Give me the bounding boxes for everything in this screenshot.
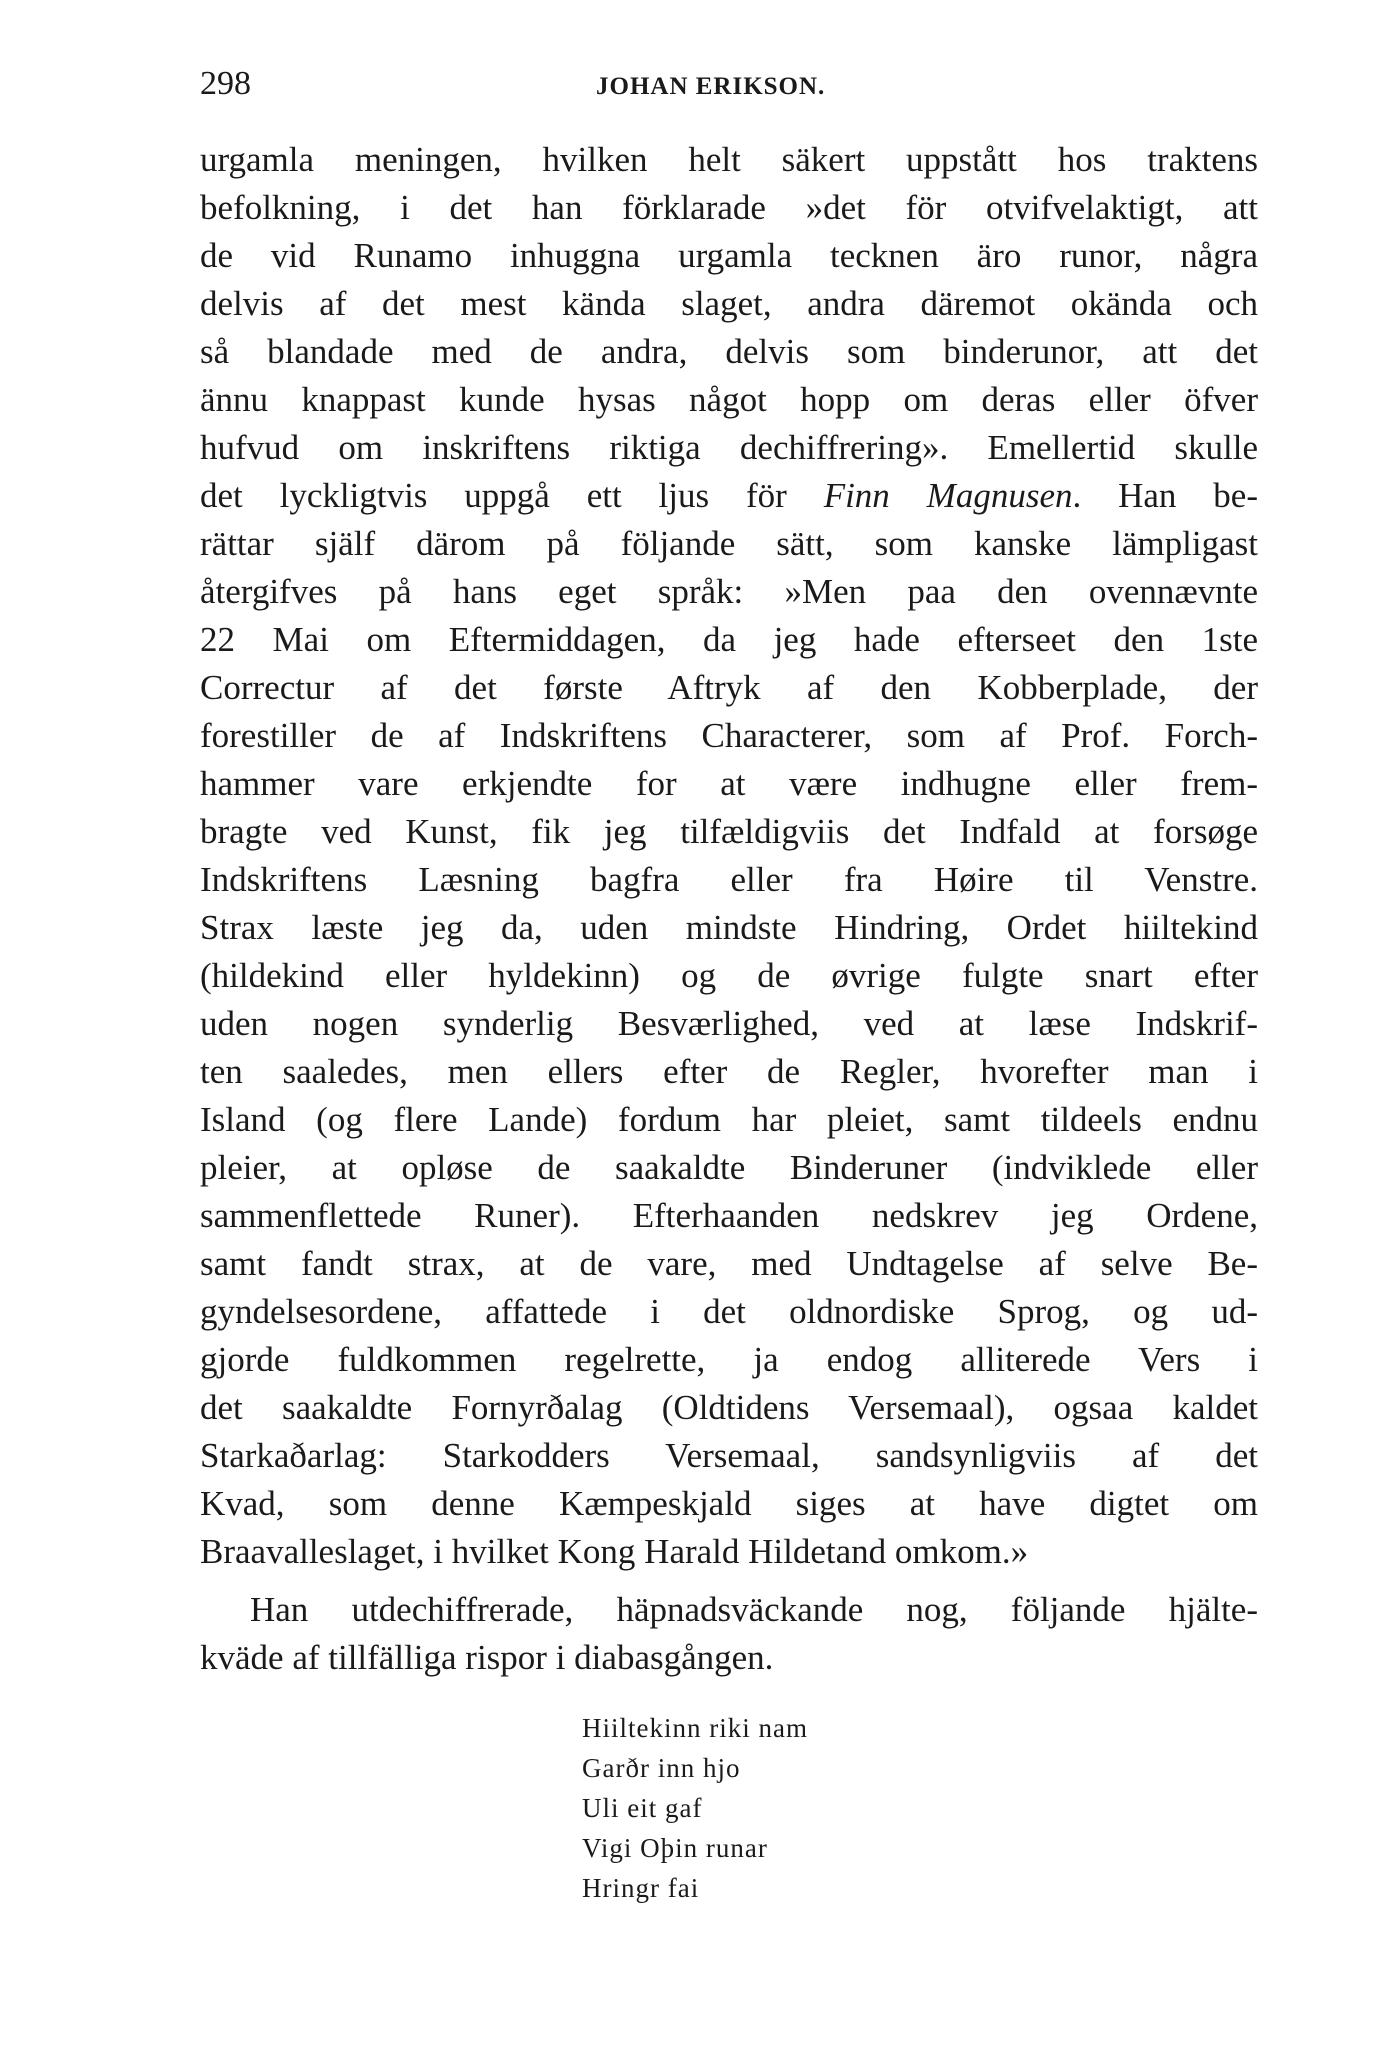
- poem: [582, 1708, 808, 1908]
- text-line: det lyckligtvis uppgå ett ljus för Finn Magnusen. Han be-: [200, 476, 1258, 515]
- text-line: ten saaledes, men ellers efter de Regler, hvorefter man i: [200, 1052, 1258, 1091]
- text-line: Indskriftens Læsning bagfra eller fra Høire til Venstre.: [200, 860, 1258, 899]
- text-line: 22 Mai om Eftermiddagen, da jeg hade efterseet den 1ste: [200, 620, 1258, 659]
- text-line: hammer vare erkjendte for at være indhugne eller frem-: [200, 764, 1258, 803]
- text-line: det saakaldte Fornyrðalag (Oldtidens Versemaal), ogsaa kaldet: [200, 1388, 1258, 1427]
- body-text: [200, 136, 1258, 1682]
- paragraph-1: [200, 136, 1258, 1576]
- paragraph-2: [200, 1586, 1258, 1682]
- text-line: forestiller de af Indskriftens Characterer, som af Prof. Forch-: [200, 716, 1258, 755]
- page-number: 298: [200, 65, 251, 102]
- text-line: rättar själf därom på följande sätt, som kanske lämpligast: [200, 524, 1258, 563]
- poem-line: Garðr inn hjo: [582, 1753, 741, 1783]
- poem-line: Uli eit gaf: [582, 1793, 703, 1823]
- running-head: JOHAN ERIKSON.: [596, 73, 826, 100]
- text-line: kväde af tillfälliga rispor i diabasgången.: [200, 1638, 774, 1677]
- text-line: urgamla meningen, hvilken helt säkert uppstått hos traktens: [200, 140, 1258, 179]
- text-line: hufvud om inskriftens riktiga dechiffrering». Emellertid skulle: [200, 428, 1258, 467]
- text-line: de vid Runamo inhuggna urgamla tecknen äro runor, några: [200, 236, 1258, 275]
- text-line: sammenflettede Runer). Efterhaanden nedskrev jeg Ordene,: [200, 1196, 1258, 1235]
- poem-line: Hiiltekinn riki nam: [582, 1713, 808, 1743]
- italic-name: Finn Magnusen: [823, 476, 1073, 515]
- text-line: samt fandt strax, at de vare, med Undtagelse af selve Be-: [200, 1244, 1258, 1283]
- text-line: (hildekind eller hyldekinn) og de øvrige fulgte snart efter: [200, 956, 1258, 995]
- text-line: bragte ved Kunst, fik jeg tilfældigviis det Indfald at forsøge: [200, 812, 1258, 851]
- poem-line: Vigi Oþin runar: [582, 1833, 768, 1863]
- text-line: Island (og flere Lande) fordum har pleiet, samt tildeels endnu: [200, 1100, 1258, 1139]
- text-line: återgifves på hans eget språk: »Men paa den ovennævnte: [200, 572, 1258, 611]
- text-line: gyndelsesordene, affattede i det oldnordiske Sprog, og ud-: [200, 1292, 1258, 1331]
- text-line: Strax læste jeg da, uden mindste Hindring, Ordet hiiltekind: [200, 908, 1258, 947]
- text-line: Starkaðarlag: Starkodders Versemaal, sandsynligviis af det: [200, 1436, 1258, 1475]
- text-line: delvis af det mest kända slaget, andra däremot okända och: [200, 284, 1258, 323]
- text-line: gjorde fuldkommen regelrette, ja endog alliterede Vers i: [200, 1340, 1258, 1379]
- text-line: så blandade med de andra, delvis som binderunor, att det: [200, 332, 1258, 371]
- text-line: Han utdechiffrerade, häpnadsväckande nog, följande hjälte-: [250, 1590, 1258, 1629]
- text-line: uden nogen synderlig Besværlighed, ved at læse Indskrif-: [200, 1004, 1258, 1043]
- text-line: pleier, at opløse de saakaldte Binderuner (indviklede eller: [200, 1148, 1258, 1187]
- text-line: Braavalleslaget, i hvilket Kong Harald Hildetand omkom.»: [200, 1532, 1029, 1571]
- text-line: Kvad, som denne Kæmpeskjald siges at have digtet om: [200, 1484, 1258, 1523]
- text-line: ännu knappast kunde hysas något hopp om deras eller öfver: [200, 380, 1258, 419]
- text-line: befolkning, i det han förklarade »det för otvifvelaktigt, att: [200, 188, 1258, 227]
- poem-line: Hringr fai: [582, 1873, 700, 1903]
- text-line: Correctur af det første Aftryk af den Kobberplade, der: [200, 668, 1258, 707]
